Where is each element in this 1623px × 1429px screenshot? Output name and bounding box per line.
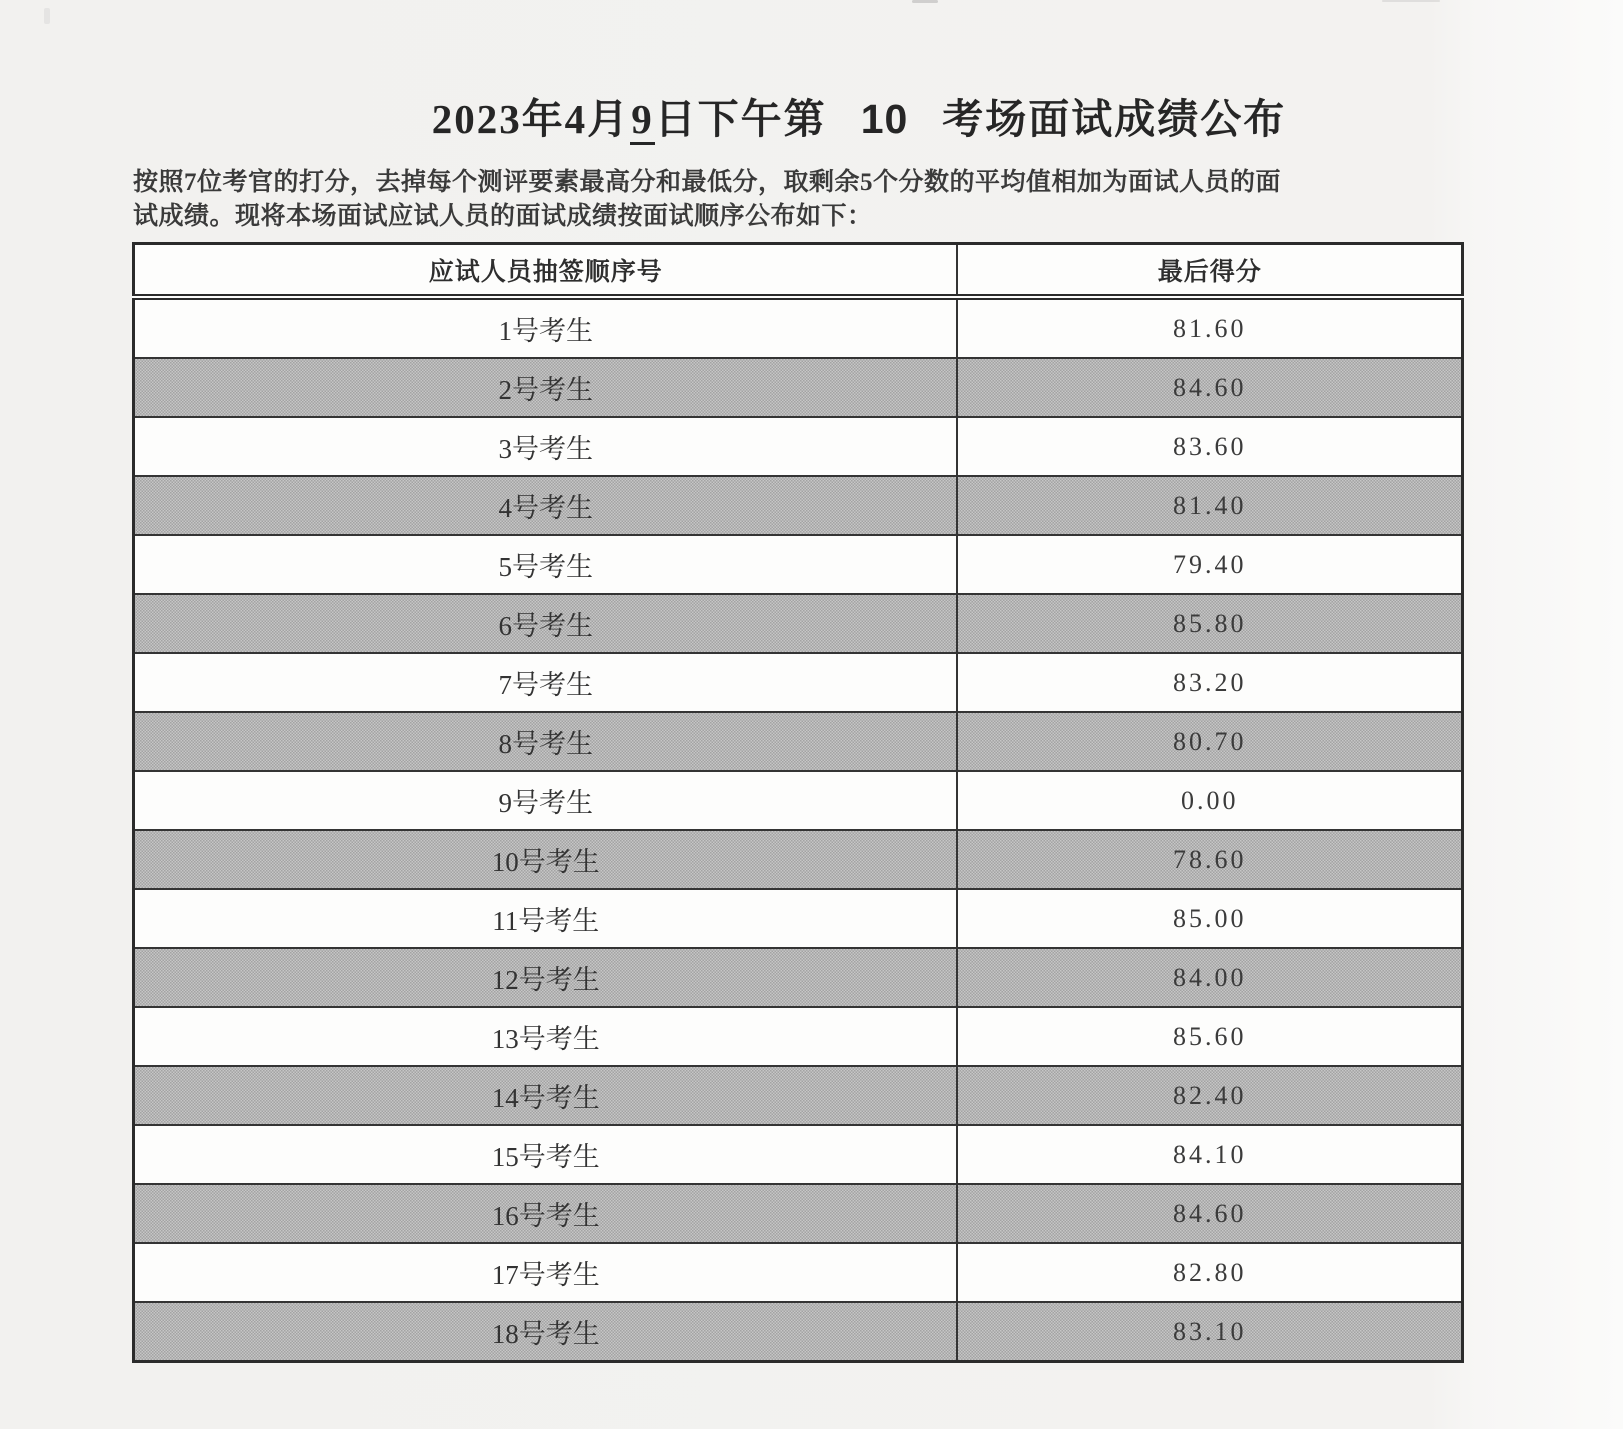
table-row xyxy=(134,1184,1463,1243)
table-row xyxy=(134,594,1463,653)
table-row xyxy=(134,1066,1463,1125)
candidate-number-cell: 14号考生 xyxy=(134,1066,958,1125)
table-row xyxy=(134,948,1463,1007)
final-score-cell: 84.10 xyxy=(957,1125,1462,1184)
final-score-cell: 84.00 xyxy=(957,948,1462,1007)
table-row xyxy=(134,1007,1463,1066)
table-row xyxy=(134,889,1463,948)
header-candidate-order: 应试人员抽签顺序号 xyxy=(134,244,958,298)
candidate-number-cell: 15号考生 xyxy=(134,1125,958,1184)
title-suffix: 考场面试成绩公布 xyxy=(942,96,1287,142)
final-score-cell: 85.80 xyxy=(957,594,1462,653)
final-score-cell: 83.10 xyxy=(957,1302,1462,1362)
scan-artifact xyxy=(44,8,50,24)
title-room-number: 10 xyxy=(860,96,909,142)
candidate-number-cell: 10号考生 xyxy=(134,830,958,889)
candidate-number-cell: 6号考生 xyxy=(134,594,958,653)
candidate-number-cell: 11号考生 xyxy=(134,889,958,948)
table-header-row xyxy=(134,244,1463,298)
table-row xyxy=(134,297,1463,358)
candidate-number-cell: 13号考生 xyxy=(134,1007,958,1066)
score-table-body xyxy=(134,297,1463,1362)
candidate-number-cell: 17号考生 xyxy=(134,1243,958,1302)
page-title xyxy=(95,86,1623,145)
final-score-cell: 83.20 xyxy=(957,653,1462,712)
score-table xyxy=(132,242,1464,1363)
candidate-number-cell: 5号考生 xyxy=(134,535,958,594)
candidate-number-cell: 9号考生 xyxy=(134,771,958,830)
final-score-cell: 85.60 xyxy=(957,1007,1462,1066)
header-final-score: 最后得分 xyxy=(957,244,1462,298)
title-date-prefix: 2023年4月 xyxy=(431,96,631,142)
intro-paragraph xyxy=(133,166,1423,234)
table-row xyxy=(134,1243,1463,1302)
final-score-cell: 85.00 xyxy=(957,889,1462,948)
final-score-cell: 79.40 xyxy=(957,535,1462,594)
table-row xyxy=(134,771,1463,830)
title-after-day: 日下午第 xyxy=(654,96,827,142)
candidate-number-cell: 18号考生 xyxy=(134,1302,958,1362)
candidate-number-cell: 7号考生 xyxy=(134,653,958,712)
final-score-cell: 83.60 xyxy=(957,417,1462,476)
candidate-number-cell: 12号考生 xyxy=(134,948,958,1007)
final-score-cell: 81.40 xyxy=(957,476,1462,535)
scan-artifact xyxy=(1382,0,1440,2)
table-row xyxy=(134,1125,1463,1184)
candidate-number-cell: 2号考生 xyxy=(134,358,958,417)
final-score-cell: 78.60 xyxy=(957,830,1462,889)
final-score-cell: 82.40 xyxy=(957,1066,1462,1125)
candidate-number-cell: 3号考生 xyxy=(134,417,958,476)
table-row xyxy=(134,476,1463,535)
final-score-cell: 80.70 xyxy=(957,712,1462,771)
scan-artifact xyxy=(912,0,938,3)
final-score-cell: 82.80 xyxy=(957,1243,1462,1302)
title-day-underlined: 9 xyxy=(630,96,655,145)
table-row xyxy=(134,653,1463,712)
table-row xyxy=(134,712,1463,771)
candidate-number-cell: 16号考生 xyxy=(134,1184,958,1243)
final-score-cell: 84.60 xyxy=(957,1184,1462,1243)
final-score-cell: 84.60 xyxy=(957,358,1462,417)
intro-line-2: 试成绩。现将本场面试应试人员的面试成绩按面试顺序公布如下： xyxy=(133,203,873,230)
final-score-cell: 0.00 xyxy=(957,771,1462,830)
candidate-number-cell: 4号考生 xyxy=(134,476,958,535)
table-row xyxy=(134,358,1463,417)
table-row xyxy=(134,830,1463,889)
candidate-number-cell: 1号考生 xyxy=(134,297,958,358)
intro-line-1: 按照7位考官的打分，去掉每个测评要素最高分和最低分，取剩余5个分数的平均值相加为面试人员的面 xyxy=(133,169,1282,196)
table-row xyxy=(134,1302,1463,1362)
table-row xyxy=(134,417,1463,476)
table-row xyxy=(134,535,1463,594)
final-score-cell: 81.60 xyxy=(957,297,1462,358)
candidate-number-cell: 8号考生 xyxy=(134,712,958,771)
